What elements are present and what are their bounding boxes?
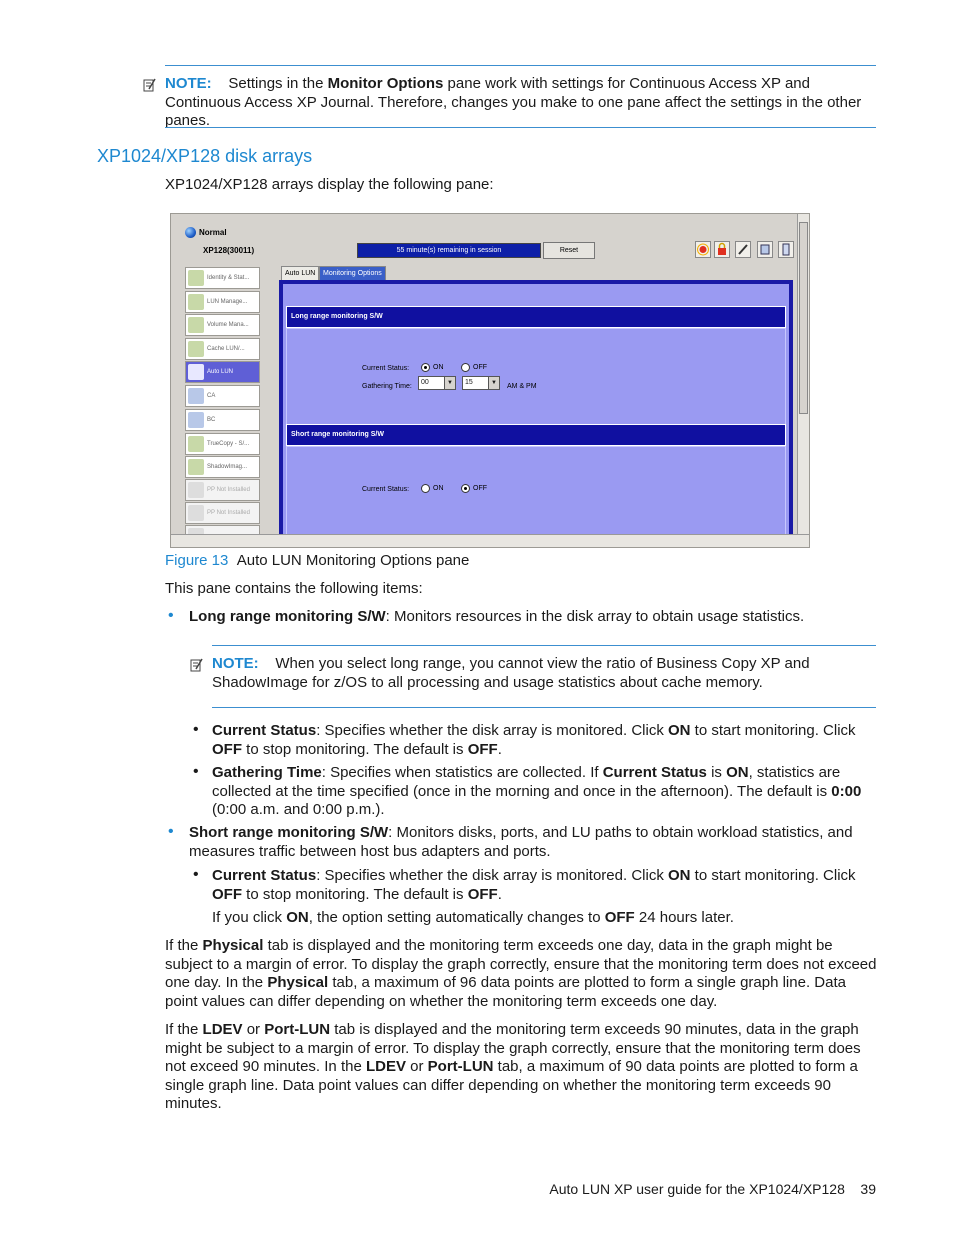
ca-icon xyxy=(188,388,204,404)
long-range-header: Long range monitoring S/W xyxy=(286,306,786,328)
lock-icon[interactable] xyxy=(714,241,730,258)
sub-bullet-marker: • xyxy=(193,866,199,883)
short-range-body xyxy=(286,446,786,548)
radio-selected-icon xyxy=(461,484,470,493)
alert-icon[interactable] xyxy=(695,241,711,258)
radio-unselected-icon xyxy=(461,363,470,372)
cache-lun-icon xyxy=(188,341,204,357)
pane-inner xyxy=(283,284,789,548)
paragraph-physical: If the Physical tab is displayed and the monitoring term exceeds one day, data in the graph might be subject to a margin of error. To display the graph correctly, ensure that the monitoring term does not exceed one day. In the Physical tab, a maximum of 96 data points are plotted to form a single graph line. Data point values can differ depending on whether the monitoring term exceeds one day. xyxy=(165,937,877,1010)
radio-selected-icon xyxy=(421,363,430,372)
section-intro: XP1024/XP128 arrays display the following pane: xyxy=(165,176,494,193)
short-off-radio[interactable]: OFF xyxy=(461,480,487,499)
scroll-thumb[interactable] xyxy=(799,222,808,414)
radio-unselected-icon xyxy=(421,484,430,493)
session-bar: 55 minute(s) remaining in session xyxy=(357,243,541,258)
page-footer xyxy=(549,1180,876,1199)
short-range-header: Short range monitoring S/W xyxy=(286,424,786,446)
auto-lun-icon xyxy=(188,364,204,380)
gathering-time-label: Gathering Time: xyxy=(362,383,412,390)
note-bottom-rule xyxy=(165,127,876,128)
nav-shadowimage[interactable]: ShadowImag... xyxy=(185,456,260,478)
pp-icon xyxy=(188,482,204,498)
volume-manager-icon xyxy=(188,317,204,333)
long-range-body xyxy=(286,328,786,426)
nav-volume-manager[interactable]: Volume Mana... xyxy=(185,314,260,336)
nav-bc[interactable]: BC xyxy=(185,409,260,431)
bc-icon xyxy=(188,412,204,428)
figure-number: Figure 13 xyxy=(165,552,229,569)
bullet-long-range: Long range monitoring S/W: Monitors resources in the disk array to obtain usage statistics. xyxy=(189,608,805,625)
nav-pp-not-installed-1: PP Not Installed xyxy=(185,479,260,501)
monitoring-options-pane xyxy=(279,280,793,548)
nav-lun-manager[interactable]: LUN Manage... xyxy=(185,291,260,313)
section-title: XP1024/XP128 disk arrays xyxy=(97,146,313,166)
nav-pp-not-installed-2: PP Not Installed xyxy=(185,502,260,524)
items-intro: This pane contains the following items: xyxy=(165,580,423,597)
array-serial: XP128(30011) xyxy=(203,246,255,255)
note2-bottom-rule xyxy=(212,707,876,708)
sub-gathering-time: Gathering Time: Specifies when statistics are collected. If Current Status is ON, statistics are collected at the time specified (once in the morning and once in the afternoon). The default is 0:00 (0:00 a.m. and 0:00 p.m.). xyxy=(212,764,862,818)
chevron-down-icon: ▼ xyxy=(444,377,455,389)
short-on-radio[interactable]: ON xyxy=(421,480,444,499)
nav-ca[interactable]: CA xyxy=(185,385,260,407)
note-icon xyxy=(143,78,156,92)
hour-select[interactable]: 00 ▼ xyxy=(418,376,456,390)
nav-auto-lun[interactable]: Auto LUN xyxy=(185,361,260,383)
footer-title: Auto LUN XP user guide for the XP1024/XP128 xyxy=(549,1181,845,1197)
bullet-marker: • xyxy=(168,823,174,840)
horizontal-scrollbar[interactable] xyxy=(171,534,809,547)
bullet-marker: • xyxy=(168,607,174,624)
status-dot-icon xyxy=(185,227,196,238)
minute-select[interactable]: 15 ▼ xyxy=(462,376,500,390)
nav-truecopy[interactable]: TrueCopy - S/... xyxy=(185,433,260,455)
note2-top-rule xyxy=(212,645,876,646)
sub-current-status-short: Current Status: Specifies whether the disk array is monitored. Click ON to start monitoring. Click OFF to stop monitoring. The default is OFF. xyxy=(212,867,856,903)
sub-current-status-long: Current Status: Specifies whether the disk array is monitored. Click ON to start monitoring. Click OFF to stop monitoring. The default is OFF. xyxy=(212,722,856,758)
note-1: NOTE: Settings in the Monitor Options pane work with settings for Continuous Access XP and Continuous Access XP Journal. Therefore, changes you make to one pane affect the settings in the other panes. xyxy=(165,75,862,129)
long-on-radio[interactable]: ON xyxy=(421,359,444,378)
note-label: NOTE: xyxy=(212,655,259,672)
note-2: NOTE: When you select long range, you cannot view the ratio of Business Copy XP and ShadowImage for z/OS to all processing and usage statistics about cache memory. xyxy=(212,655,810,691)
figure-caption: Figure 13 Auto LUN Monitoring Options pane xyxy=(165,552,470,569)
nav-identity-status[interactable]: Identity & Stat... xyxy=(185,267,260,289)
paragraph-ldev-portlun: If the LDEV or Port-LUN tab is displayed and the monitoring term exceeds 90 minutes, data in the graph might be subject to a margin of error. To display the graph correctly, ensure that the monitoring term does not exceed 90 minutes. In the LDEV or Port-LUN tab, a maximum of 90 data points are plotted to form a single graph line. Data point values can differ depending on whether the monitoring term exceeds 90 minutes. xyxy=(165,1021,861,1112)
tab-monitoring-options[interactable]: Monitoring Options xyxy=(319,266,386,281)
tab-auto-lun[interactable]: Auto LUN xyxy=(281,266,319,281)
reset-button[interactable]: Reset xyxy=(543,242,595,259)
status-indicator: Normal xyxy=(185,224,227,243)
truecopy-icon xyxy=(188,436,204,452)
short-current-status-label: Current Status: xyxy=(362,486,410,493)
vertical-scrollbar[interactable] xyxy=(797,214,809,535)
current-status-label: Current Status: xyxy=(362,365,410,372)
sub-current-status-short-note: If you click ON, the option setting automatically changes to OFF 24 hours later. xyxy=(212,909,734,926)
lun-manager-icon xyxy=(188,294,204,310)
note-label: NOTE: xyxy=(165,75,212,92)
note-icon xyxy=(190,658,203,672)
exit-icon[interactable] xyxy=(778,241,794,258)
sub-bullet-marker: • xyxy=(193,721,199,738)
note-top-rule xyxy=(165,65,876,66)
nav-cache-lun[interactable]: Cache LUN/... xyxy=(185,338,260,360)
shadowimage-icon xyxy=(188,459,204,475)
ampm-label: AM & PM xyxy=(507,383,537,390)
page-number: 39 xyxy=(860,1181,876,1197)
chevron-down-icon: ▼ xyxy=(488,377,499,389)
bullet-short-range: Short range monitoring S/W: Monitors disks, ports, and LU paths to obtain workload statistics, and measures traffic between host bus adapters and ports. xyxy=(189,824,853,860)
identity-icon xyxy=(188,270,204,286)
long-off-radio[interactable]: OFF xyxy=(461,359,487,378)
refresh-icon[interactable] xyxy=(757,241,773,258)
app-screenshot xyxy=(170,213,810,548)
pp-icon xyxy=(188,505,204,521)
sub-bullet-marker: • xyxy=(193,763,199,780)
pencil-icon[interactable] xyxy=(735,241,751,258)
